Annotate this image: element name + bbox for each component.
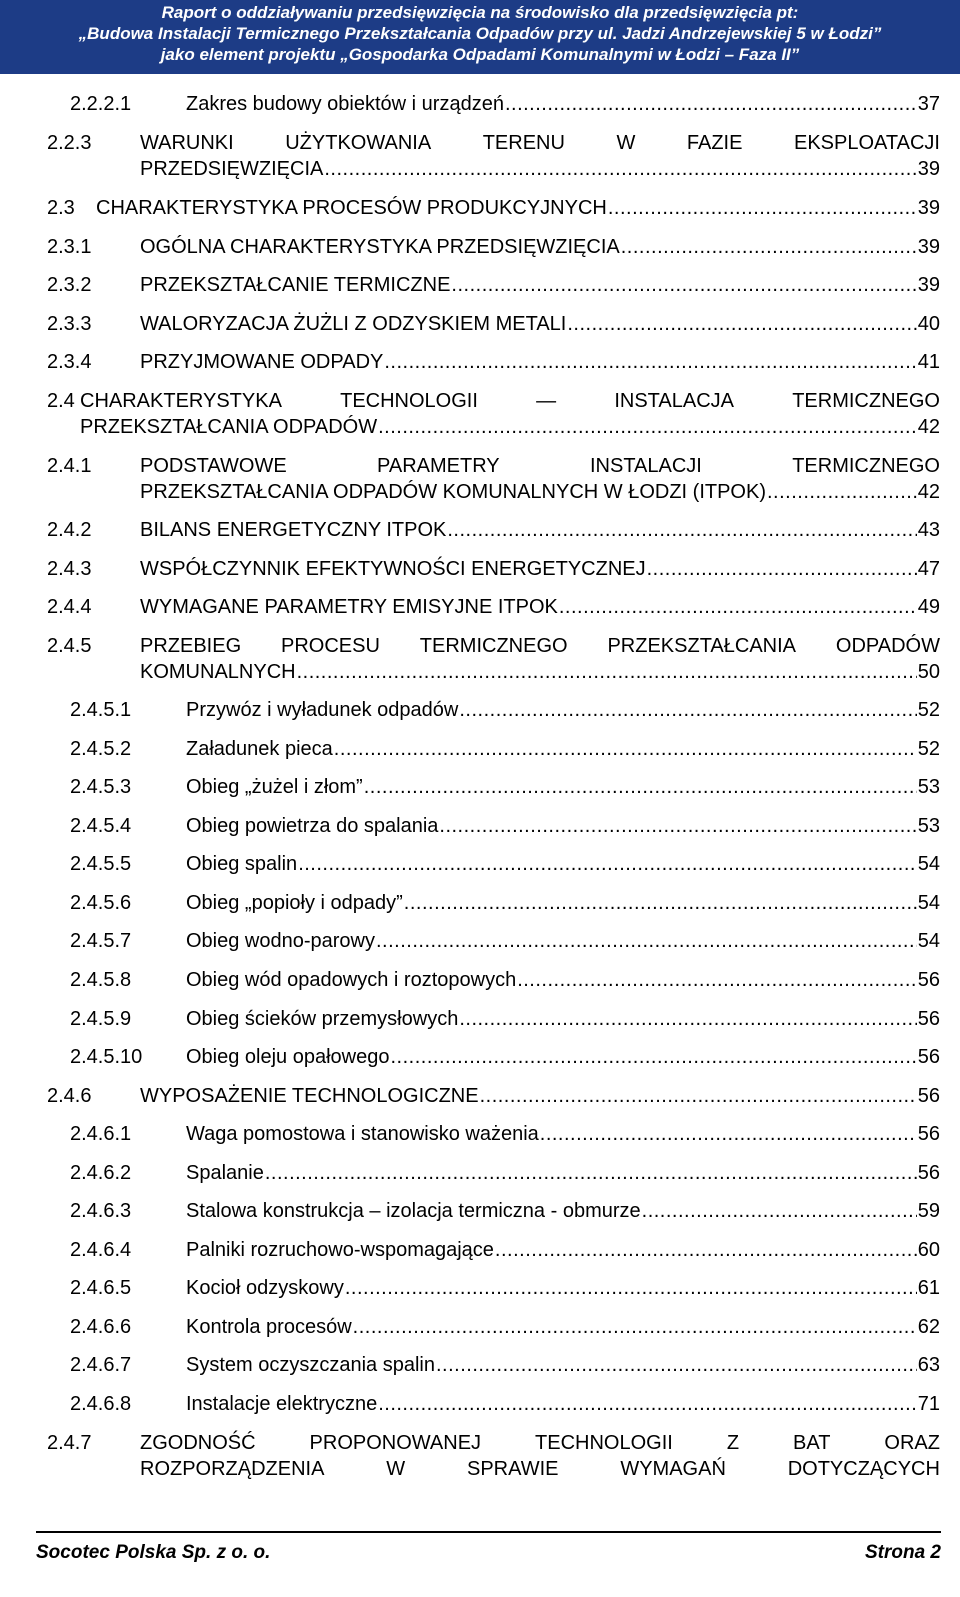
toc-entry-title: Palniki rozruchowo-wspomagające [186,1239,494,1261]
toc-leader-dots [480,1083,917,1109]
toc-leader-dots [567,311,916,337]
toc-entry-page: 60 [917,1239,940,1261]
toc-entry-title: CHARAKTERYSTYKA PROCESÓW PRODUKCYJNYCH [96,197,607,219]
toc-entry-title: Kocioł odzyskowy [186,1277,344,1299]
toc-entry-title: OGÓLNA CHARAKTERYSTYKA PRZEDSIĘWZIĘCIA [140,236,620,258]
toc-entry-title: System oczyszczania spalin [186,1354,435,1376]
toc-entry-page: 50 [917,661,940,683]
toc-leader-dots [495,1237,917,1263]
footer-company: Socotec Polska Sp. z o. o. [36,1542,271,1563]
toc-entry-number: 2.4.5.9 [70,1008,132,1030]
toc-entry-page: 56 [917,1085,940,1107]
toc-entry-title-line-2: ROZPORZĄDZENIA W SPRAWIE WYMAGAŃ DOTYCZĄCYCH [140,1458,940,1480]
toc-leader-dots [298,851,917,877]
toc-entry-title: Obieg wodno-parowy [186,930,375,952]
toc-leader-dots [384,349,916,375]
toc-entry-page: 49 [917,596,940,618]
toc-entry-number: 2.4.6 [47,1085,92,1107]
toc-entry-title: Obieg ścieków przemysłowych [186,1008,459,1030]
toc-entry-title: Obieg oleju opałowego [186,1046,390,1068]
toc-leader-dots [608,195,917,221]
toc-leader-dots [459,697,916,723]
toc-entry-title: Obieg wód opadowych i roztopowych [186,969,517,991]
toc-entry-page: 37 [917,93,940,115]
toc-entry-page: 53 [917,815,940,837]
toc-entry-page: 56 [917,1162,940,1184]
toc-entry-title: WYPOSAŻENIE TECHNOLOGICZNE [140,1085,479,1107]
toc-entry-number: 2.4.6.2 [70,1162,132,1184]
toc-leader-dots [265,1160,917,1186]
toc-leader-dots [297,659,917,685]
toc-entry-page: 47 [917,558,940,580]
toc-entry-number: 2.4.5.4 [70,815,132,837]
toc-entry-page: 56 [917,969,940,991]
toc-entry-title: PRZEKSZTAŁCANIA ODPADÓW KOMUNALNYCH W ŁODZI (ITPOK) [140,481,766,503]
toc-entry-title: Kontrola procesów [186,1316,352,1338]
toc-entry-number: 2.2.3 [47,132,92,154]
toc-entry-number: 2.4.6.8 [70,1393,132,1415]
toc-entry-number: 2.4.6.3 [70,1200,132,1222]
toc-leader-dots [345,1275,917,1301]
toc-entry-number: 2.4.5.7 [70,930,132,952]
toc-entry-title: Zakres budowy obiektów i urządzeń [186,93,504,115]
toc-entry-number: 2.4.3 [47,558,92,580]
toc-entry-page: 39 [917,274,940,296]
toc-entry-title: KOMUNALNYCH [140,661,296,683]
toc-entry-title: Waga pomostowa i stanowisko ważenia [186,1123,539,1145]
toc-entry-title-line-1: ZGODNOŚĆ PROPONOWANEJ TECHNOLOGII Z BAT ORAZ [140,1432,940,1454]
toc-entry-title: Przywóz i wyładunek odpadów [186,699,459,721]
header-line-1: Raport o oddziaływaniu przedsięwzięcia na środowisko dla przedsięwzięcia pt: [161,3,799,22]
toc-leader-dots [505,91,917,117]
toc-entry-page: 39 [917,197,940,219]
toc-leader-dots [353,1314,917,1340]
toc-entry-title: WYMAGANE PARAMETRY EMISYJNE ITPOK [140,596,558,618]
toc-leader-dots [621,234,917,260]
toc-leader-dots [378,1391,917,1417]
toc-leader-dots [517,967,917,993]
toc-entry-title: PRZYJMOWANE ODPADY [140,351,384,373]
toc-entry-number: 2.4.7 [47,1432,92,1454]
toc-leader-dots [376,928,917,954]
toc-entry-page: 42 [917,416,940,438]
toc-entry-number: 2.3.4 [47,351,92,373]
toc-leader-dots [767,479,917,505]
toc-leader-dots [334,736,917,762]
toc-entry-title: PRZEKSZTAŁCANIE TERMICZNE [140,274,451,296]
toc-entry-page: 39 [917,236,940,258]
toc-entry-title: Instalacje elektryczne [186,1393,378,1415]
toc-entry-title: Załadunek pieca [186,738,333,760]
toc-entry-page: 63 [917,1354,940,1376]
toc-entry-number: 2.4.2 [47,519,92,541]
footer-page-number: Strona 2 [864,1542,941,1563]
toc-entry-page: 43 [917,519,940,541]
toc-entry-title: Spalanie [186,1162,264,1184]
toc-leader-dots [364,774,917,800]
toc-entry-page: 40 [917,313,940,335]
toc-entry-number: 2.4 [47,390,75,412]
toc-leader-dots [459,1006,916,1032]
toc-entry-title-line-1: PRZEBIEG PROCESU TERMICZNEGO PRZEKSZTAŁCANIA ODPADÓW [140,635,940,657]
toc-entry-page: 42 [917,481,940,503]
toc-entry-title: PRZEDSIĘWZIĘCIA [140,158,324,180]
toc-entry-number: 2.3.1 [47,236,92,258]
toc-leader-dots [404,890,917,916]
toc-entry-number: 2.4.6.5 [70,1277,132,1299]
header-line-3: jako element projektu „Gospodarka Odpadami Komunalnymi w Łodzi – Faza II” [160,45,800,64]
toc-leader-dots [559,594,917,620]
toc-leader-dots [391,1044,917,1070]
toc-entry-number: 2.4.6.7 [70,1354,132,1376]
toc-entry-number: 2.4.5.5 [70,853,132,875]
toc-entry-page: 54 [917,930,940,952]
toc-entry-number: 2.4.5.6 [70,892,132,914]
toc-entry-page: 54 [917,853,940,875]
toc-entry-page: 59 [917,1200,940,1222]
toc-entry-number: 2.3.2 [47,274,92,296]
toc-entry-number: 2.4.5.2 [70,738,132,760]
toc-entry-page: 41 [917,351,940,373]
toc-entry-title: Obieg spalin [186,853,298,875]
toc-leader-dots [451,272,916,298]
toc-entry-number: 2.4.5.1 [70,699,132,721]
toc-entry-page: 52 [917,738,940,760]
document-header [0,0,960,74]
footer-divider [36,1531,941,1533]
toc-entry-number: 2.4.5 [47,635,92,657]
toc-entry-title-line-1: CHARAKTERYSTYKA TECHNOLOGII — INSTALACJA TERMICZNEGO [80,390,940,412]
toc-entry-page: 52 [917,699,940,721]
toc-entry-number: 2.4.1 [47,455,92,477]
header-line-2: „Budowa Instalacji Termicznego Przekształcania Odpadów przy ul. Jadzi Andrzejewskiej 5 w Łodzi” [78,24,882,43]
toc-entry-number: 2.4.5.3 [70,776,132,798]
toc-leader-dots [378,414,917,440]
toc-entry-page: 39 [917,158,940,180]
toc-entry-number: 2.4.6.1 [70,1123,132,1145]
toc-entry-title-line-1: WARUNKI UŻYTKOWANIA TERENU W FAZIE EKSPLOATACJI [140,132,940,154]
toc-entry-title: Obieg „popioły i odpady” [186,892,403,914]
toc-entry-page: 62 [917,1316,940,1338]
toc-entry-title: PRZEKSZTAŁCANIA ODPADÓW [80,416,378,438]
toc-entry-title-line-1: PODSTAWOWE PARAMETRY INSTALACJI TERMICZNEGO [140,455,940,477]
toc-entry-title: WALORYZACJA ŻUŻLI Z ODZYSKIEM METALI [140,313,567,335]
toc-entry-title: WSPÓŁCZYNNIK EFEKTYWNOŚCI ENERGETYCZNEJ [140,558,646,580]
toc-entry-title: BILANS ENERGETYCZNY ITPOK [140,519,447,541]
toc-entry-title: Obieg powietrza do spalania [186,815,439,837]
toc-entry-number: 2.4.6.6 [70,1316,132,1338]
toc-entry-page: 61 [917,1277,940,1299]
toc-entry-page: 71 [917,1393,940,1415]
toc-entry-page: 56 [917,1123,940,1145]
toc-leader-dots [540,1121,917,1147]
toc-leader-dots [447,517,916,543]
toc-leader-dots [324,156,916,182]
toc-entry-page: 56 [917,1008,940,1030]
toc-entry-number: 2.4.5.8 [70,969,132,991]
toc-entry-number: 2.4.5.10 [70,1046,143,1068]
toc-leader-dots [642,1198,917,1224]
toc-entry-number: 2.2.2.1 [70,93,132,115]
toc-entry-title: Stalowa konstrukcja – izolacja termiczna - obmurze [186,1200,641,1222]
toc-entry-title: Obieg „żużel i złom” [186,776,363,798]
toc-entry-number: 2.4.6.4 [70,1239,132,1261]
toc-entry-number: 2.4.4 [47,596,92,618]
toc-entry-page: 56 [917,1046,940,1068]
toc-leader-dots [439,813,916,839]
toc-entry-number: 2.3 [47,197,75,219]
toc-leader-dots [647,556,917,582]
toc-leader-dots [436,1352,917,1378]
toc-entry-number: 2.3.3 [47,313,92,335]
toc-entry-page: 54 [917,892,940,914]
toc-entry-page: 53 [917,776,940,798]
